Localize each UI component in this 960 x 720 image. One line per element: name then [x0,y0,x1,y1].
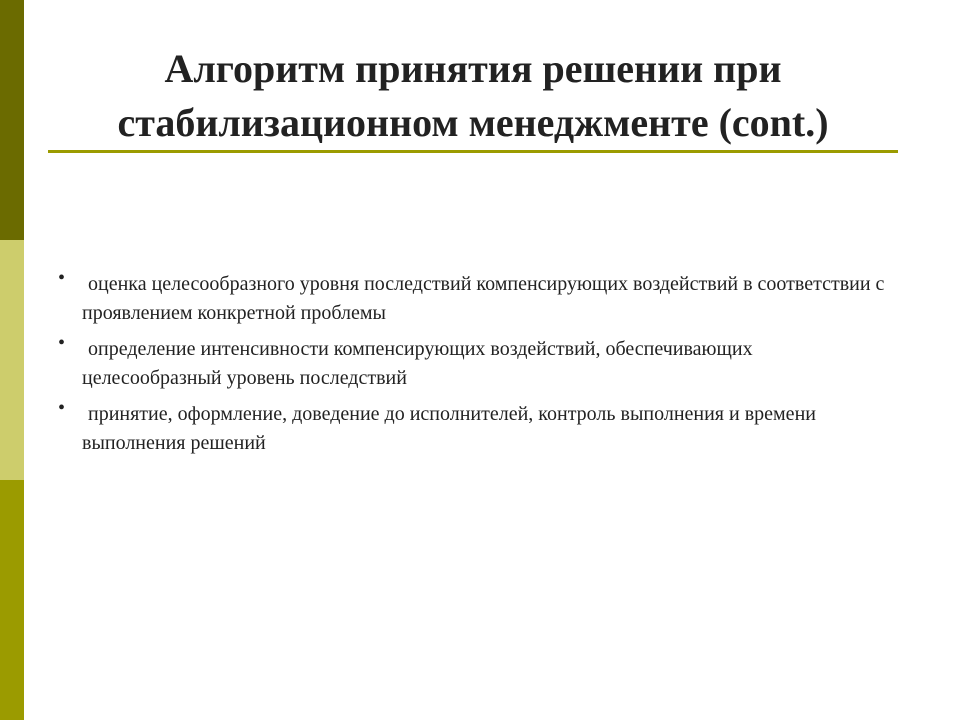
bullet-list [58,267,888,465]
title-underline [48,150,898,153]
slide-title [48,42,898,150]
sidebar-stripe-bottom [0,480,24,720]
sidebar-stripe-top [0,0,24,240]
bullet-text: оценка целесообразного уровня последствий компенсирующих воздействий в соответствии с проявлением конкретной проблемы [82,273,885,324]
slide-title-line-1: Алгоритм принятия решении при [164,46,782,91]
sidebar-stripe-middle [0,240,24,480]
bullet-text: принятие, оформление, доведение до исполнителей, контроль выполнения и времени выполнения решений [82,403,816,454]
bullet-icon: • [58,267,66,289]
bullet-icon: • [58,332,66,354]
bullet-icon: • [58,397,66,419]
bullet-item [58,332,888,393]
bullet-item [58,267,888,328]
slide-title-line-2: стабилизационном менеджменте (cont.) [117,100,829,145]
bullet-text: определение интенсивности компенсирующих воздействий, обеспечивающих целесообразный уровень последствий [82,338,753,389]
bullet-item [58,397,888,458]
